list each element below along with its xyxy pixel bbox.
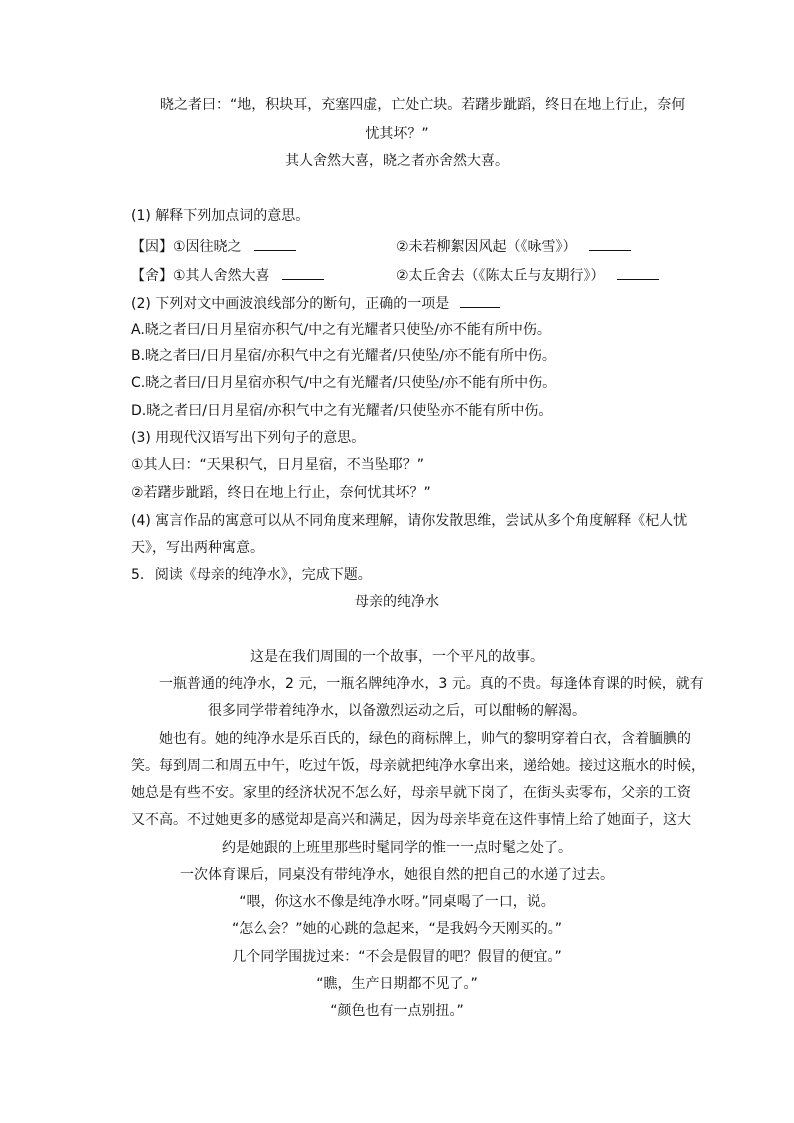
q5-number: 5. <box>131 567 145 583</box>
q1-yin-b-text: ②未若柳絮因风起（《咏雪》） <box>396 239 577 255</box>
story-p8: “瞧，生产日期都不见了。” <box>316 976 478 992</box>
q2-blank[interactable] <box>460 293 500 308</box>
q1-she-a-blank[interactable] <box>282 265 324 280</box>
story-p6: “怎么会？”她的心跳的急起来，“是我妈今天刚买的。” <box>231 921 562 937</box>
q1-yin-b-row <box>396 236 631 257</box>
story-p3-line-3: 她总是有些不安。家里的经济状况不怎么好，母亲早就下岗了，在街头卖零布，父亲的工资 <box>131 785 691 801</box>
q2-option-c: C.晓之者曰/日月星宿亦积气/中之有光耀者/只使坠/亦不能有所中伤。 <box>131 375 557 391</box>
q1-prompt: (1) 解释下列加点词的意思。 <box>131 208 310 224</box>
q4-line-2: 天》，写出两种寓意。 <box>131 540 264 556</box>
q2-prompt-row <box>131 293 500 314</box>
q3-prompt: (3) 用现代汉语写出下列句子的意思。 <box>131 430 366 446</box>
story-p7: 几个同学围拢过来：“不会是假冒的吧？假冒的便宜。” <box>232 949 562 965</box>
story-p3-line-2: 笑。每到周二和周五中午，吃过午饭，母亲就把纯净水拿出来，递给她。接过这瓶水的时候， <box>131 758 705 774</box>
story-p5: “喂，你这水不像是纯净水呀。”同桌喝了一口，说。 <box>239 894 555 910</box>
q1-she-b-text: ②太丘舍去（《陈太丘与友期行》） <box>396 268 605 284</box>
q1-she-a-text: 【舍】①其人舍然大喜 <box>131 268 270 284</box>
story-title: 母亲的纯净水 <box>355 594 439 610</box>
story-p4: 一次体育课后，同桌没有带纯净水，她很自然的把自己的水递了过去。 <box>180 867 614 883</box>
q2-prompt: (2) 下列对文中画波浪线部分的断句，正确的一项是 <box>131 296 450 312</box>
passage-line-1: 晓之者曰：“地，积块耳，充塞四虚，亡处亡块。若躇步跐蹈，终日在地上行止，奈何 <box>160 97 686 113</box>
q5-prompt: 阅读《母亲的纯净水》，完成下题。 <box>154 567 372 583</box>
q1-she-row <box>131 265 324 286</box>
q2-option-a: A.晓之者曰/日月星宿亦积气/中之有光耀者只使坠/亦不能有所中伤。 <box>131 322 551 338</box>
story-p3-line-5: 约是她跟的上班里那些时髦同学的惟一一点时髦之处了。 <box>222 840 572 856</box>
q3-sentence-2: ②若躇步跐蹈，终日在地上行止，奈何忧其坏？” <box>131 485 431 501</box>
q3-sentence-1: ①其人曰：“天果积气，日月星宿，不当坠耶？” <box>131 457 425 473</box>
story-p2-line-1: 一瓶普通的纯净水，2 元，一瓶名牌纯净水，3 元。真的不贵。每逢体育课的时候，就有 <box>159 676 704 692</box>
q1-yin-b-blank[interactable] <box>589 236 631 251</box>
q1-yin-row <box>131 236 296 257</box>
q1-yin-a-blank[interactable] <box>254 236 296 251</box>
story-p1: 这是在我们周围的一个故事，一个平凡的故事。 <box>250 649 544 665</box>
q1-yin-a-text: 【因】①因往晓之 <box>131 239 242 255</box>
q4-line-1: (4) 寓言作品的寓意可以从不同角度来理解，请你发散思维，尝试从多个角度解释《杞人忧 <box>131 513 688 529</box>
q5-row <box>131 565 372 585</box>
q1-she-b-blank[interactable] <box>617 265 659 280</box>
passage-line-2: 忧其坏？” <box>365 126 429 142</box>
q2-option-d: D.晓之者曰/日月星宿/亦积气中之有光耀者/只使坠亦不能有所中伤。 <box>131 403 553 419</box>
story-p3-line-4: 又不高。不过她更多的感觉却是高兴和满足，因为母亲毕竟在这件事情上给了她面子，这大 <box>131 812 691 828</box>
passage-line-3: 其人舍然大喜，晓之者亦舍然大喜。 <box>285 153 509 169</box>
q1-she-b-row <box>396 265 659 286</box>
story-p3-line-1: 她也有。她的纯净水是乐百氏的，绿色的商标牌上，帅气的黎明穿着白衣，含着腼腆的 <box>159 731 691 747</box>
story-p2-line-2: 很多同学带着纯净水，以备激烈运动之后，可以酣畅的解渴。 <box>208 703 586 719</box>
story-p9: “颜色也有一点别扭。” <box>330 1003 464 1019</box>
q2-option-b: B.晓之者曰/日月星宿/亦积气中之有光耀者/只使坠/亦不能有所中伤。 <box>131 348 556 364</box>
